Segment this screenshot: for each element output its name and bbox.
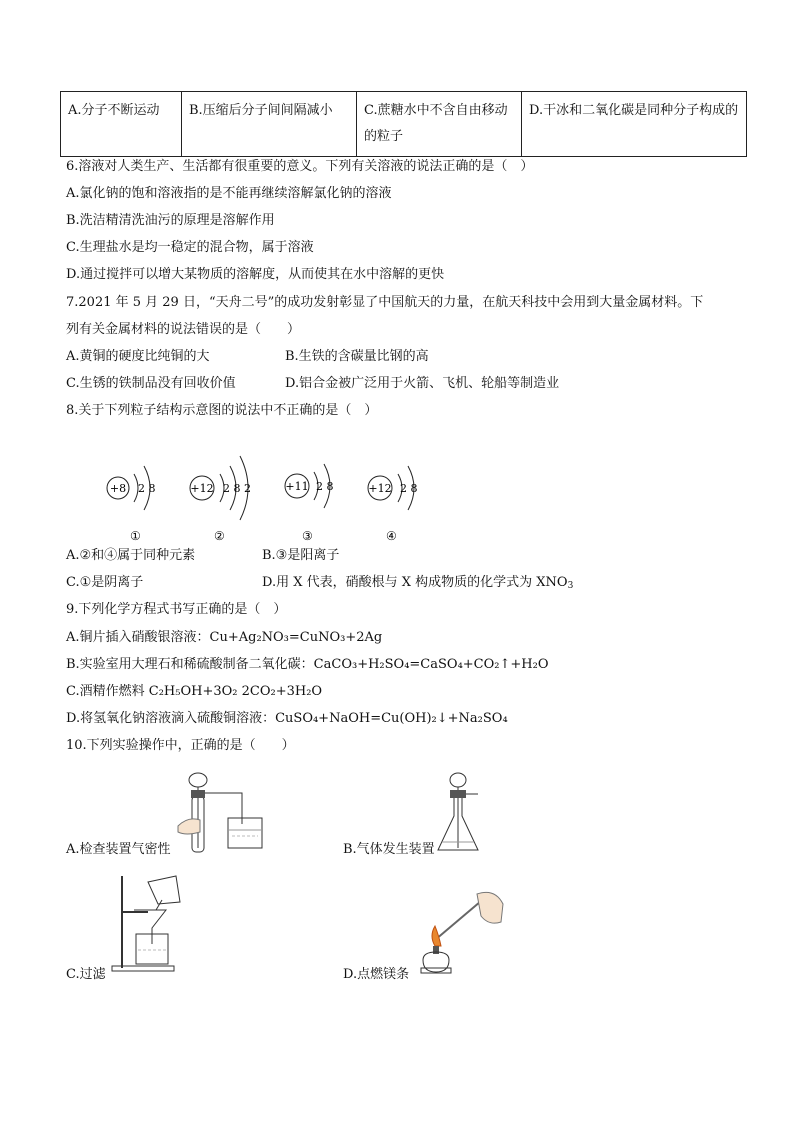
q5-option-c[interactable]: C.蔗糖水中不含自由移动的粒子 [357,92,522,157]
q5-option-a[interactable]: A.分子不断运动 [61,92,182,157]
q9-option-d[interactable]: D.将氢氧化钠溶液滴入硫酸铜溶液：CuSO₄+NaOH=Cu(OH)₂↓+Na₂SO₄ [66,711,508,726]
particle-diagram-4 [368,466,418,543]
particle-diagram-2 [190,456,251,543]
q8-stem: 8.关于下列粒子结构示意图的说法中不正确的是（ ） [66,403,378,418]
q6-option-b[interactable]: B.洗洁精清洗油污的原理是溶解作用 [66,213,275,228]
q7-stem-line1: 7.2021 年 5 月 29 日，“天舟二号”的成功发射彰显了中国航天的力量，在航天科技中会用到大量金属材料。下 [66,295,704,310]
q8-option-a[interactable]: A.②和④属于同种元素 [66,548,196,563]
particle-3-nucleus: +11 [285,480,309,493]
q7-option-d[interactable]: D.铝合金被广泛用于火箭、飞机、轮船等制造业 [285,376,560,391]
q10-option-d[interactable]: D.点燃镁条 [343,967,410,982]
q10-stem: 10.下列实验操作中，正确的是（ ） [66,738,295,753]
q9-option-c[interactable]: C.酒精作燃料 C₂H₅OH+3O₂ 2CO₂+3H₂O [66,684,323,699]
airtightness-check-illustration [170,768,270,858]
particle-1-nucleus: +8 [109,482,127,495]
particle-4-label: ④ [386,529,397,543]
q6-option-d[interactable]: D.通过搅拌可以增大某物质的溶解度，从而使其在水中溶解的更快 [66,267,445,282]
q8-option-d-subscript: 3 [567,581,574,591]
q6-stem: 6.溶液对人类生产、生活都有很重要的意义。下列有关溶液的说法正确的是（ ） [66,159,534,174]
particle-2-nucleus: +12 [190,482,214,495]
q5-option-d[interactable]: D.干冰和二氧化碳是同种分子构成的 [522,92,747,157]
q10-option-b[interactable]: B.气体发生装置 [343,842,435,857]
particle-2-label: ② [214,529,225,543]
q6-option-c[interactable]: C.生理盐水是均一稳定的混合物，属于溶液 [66,240,314,255]
particle-2-shells: 2 8 2 [223,482,251,495]
magnesium-ignition-illustration [415,888,510,978]
q10-option-a[interactable]: A.检查装置气密性 [66,842,171,857]
q7-stem-line2: 列有关金属材料的说法错误的是（ ） [66,322,301,337]
q5-options-table [60,91,747,157]
particle-4-shells: 2 8 [400,482,418,495]
q8-option-c[interactable]: C.①是阴离子 [66,575,144,590]
filtration-illustration [108,872,198,972]
gas-generator-illustration [430,768,490,858]
particle-diagram-3 [285,464,334,543]
q9-option-b[interactable]: B.实验室用大理石和稀硫酸制备二氧化碳：CaCO₃+H₂SO₄=CaSO₄+CO₂↑+H₂O [66,657,549,672]
q7-option-a[interactable]: A.黄铜的硬度比纯铜的大 [66,349,210,364]
q7-option-c[interactable]: C.生锈的铁制品没有回收价值 [66,376,236,391]
particle-3-label: ③ [302,529,313,543]
q9-option-a[interactable]: A.铜片插入硝酸银溶液：Cu+Ag₂NO₃=CuNO₃+2Ag [66,630,383,645]
q8-option-d[interactable] [262,575,573,592]
q6-option-a[interactable]: A.氯化钠的饱和溶液指的是不能再继续溶解氯化钠的溶液 [66,186,392,201]
q8-option-b[interactable]: B.③是阳离子 [262,548,340,563]
q7-option-b[interactable]: B.生铁的含碳量比钢的高 [285,349,429,364]
particle-4-nucleus: +12 [368,482,392,495]
particle-3-shells: 2 8 [316,480,334,493]
particle-structure-diagrams [90,440,450,550]
q10-option-c[interactable]: C.过滤 [66,967,106,982]
particle-1-shells: 2 8 [138,482,156,495]
particle-1-label: ① [130,529,141,543]
particle-diagram-1 [107,466,156,543]
q9-stem: 9.下列化学方程式书写正确的是（ ） [66,602,287,617]
q5-option-b[interactable]: B.压缩后分子间间隔减小 [182,92,357,157]
q8-option-d-text: D.用 X 代表，硝酸根与 X 构成物质的化学式为 XNO [262,575,568,590]
